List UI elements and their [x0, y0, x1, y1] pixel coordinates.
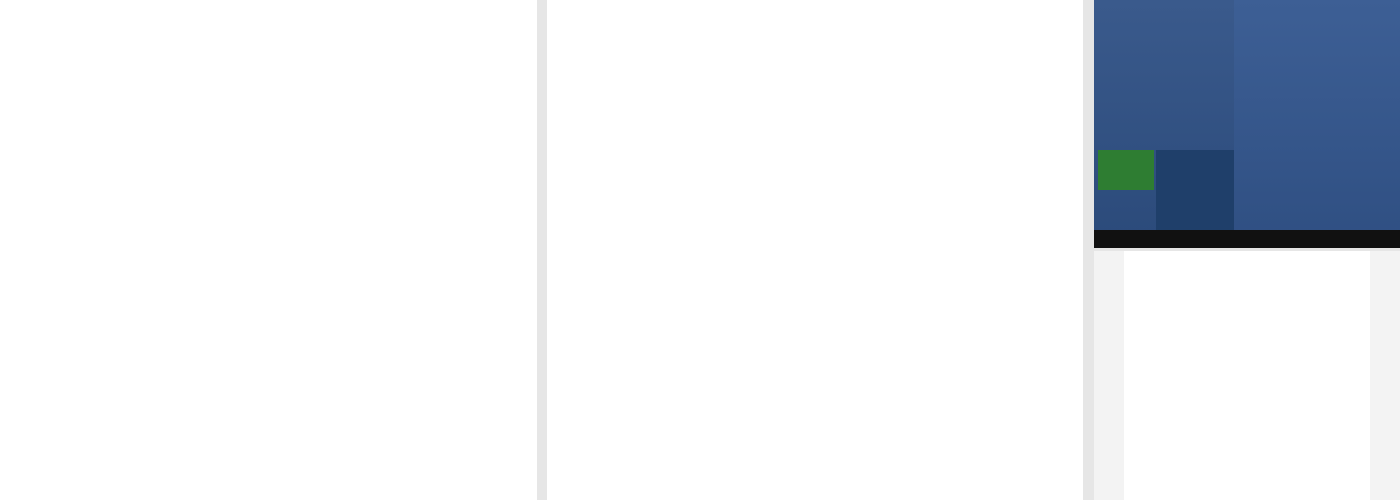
left-menu-panel — [0, 0, 537, 500]
side-orders-document-thumbnail — [1094, 251, 1400, 500]
realty-ad — [1156, 150, 1234, 240]
menu-board-photo — [1094, 0, 1400, 248]
menu-board-right-column — [1234, 0, 1400, 248]
batteries-ad — [1098, 150, 1154, 190]
document-page — [1124, 251, 1370, 500]
monitor-bezel — [1094, 230, 1400, 248]
middle-menu-panel — [547, 0, 1083, 500]
